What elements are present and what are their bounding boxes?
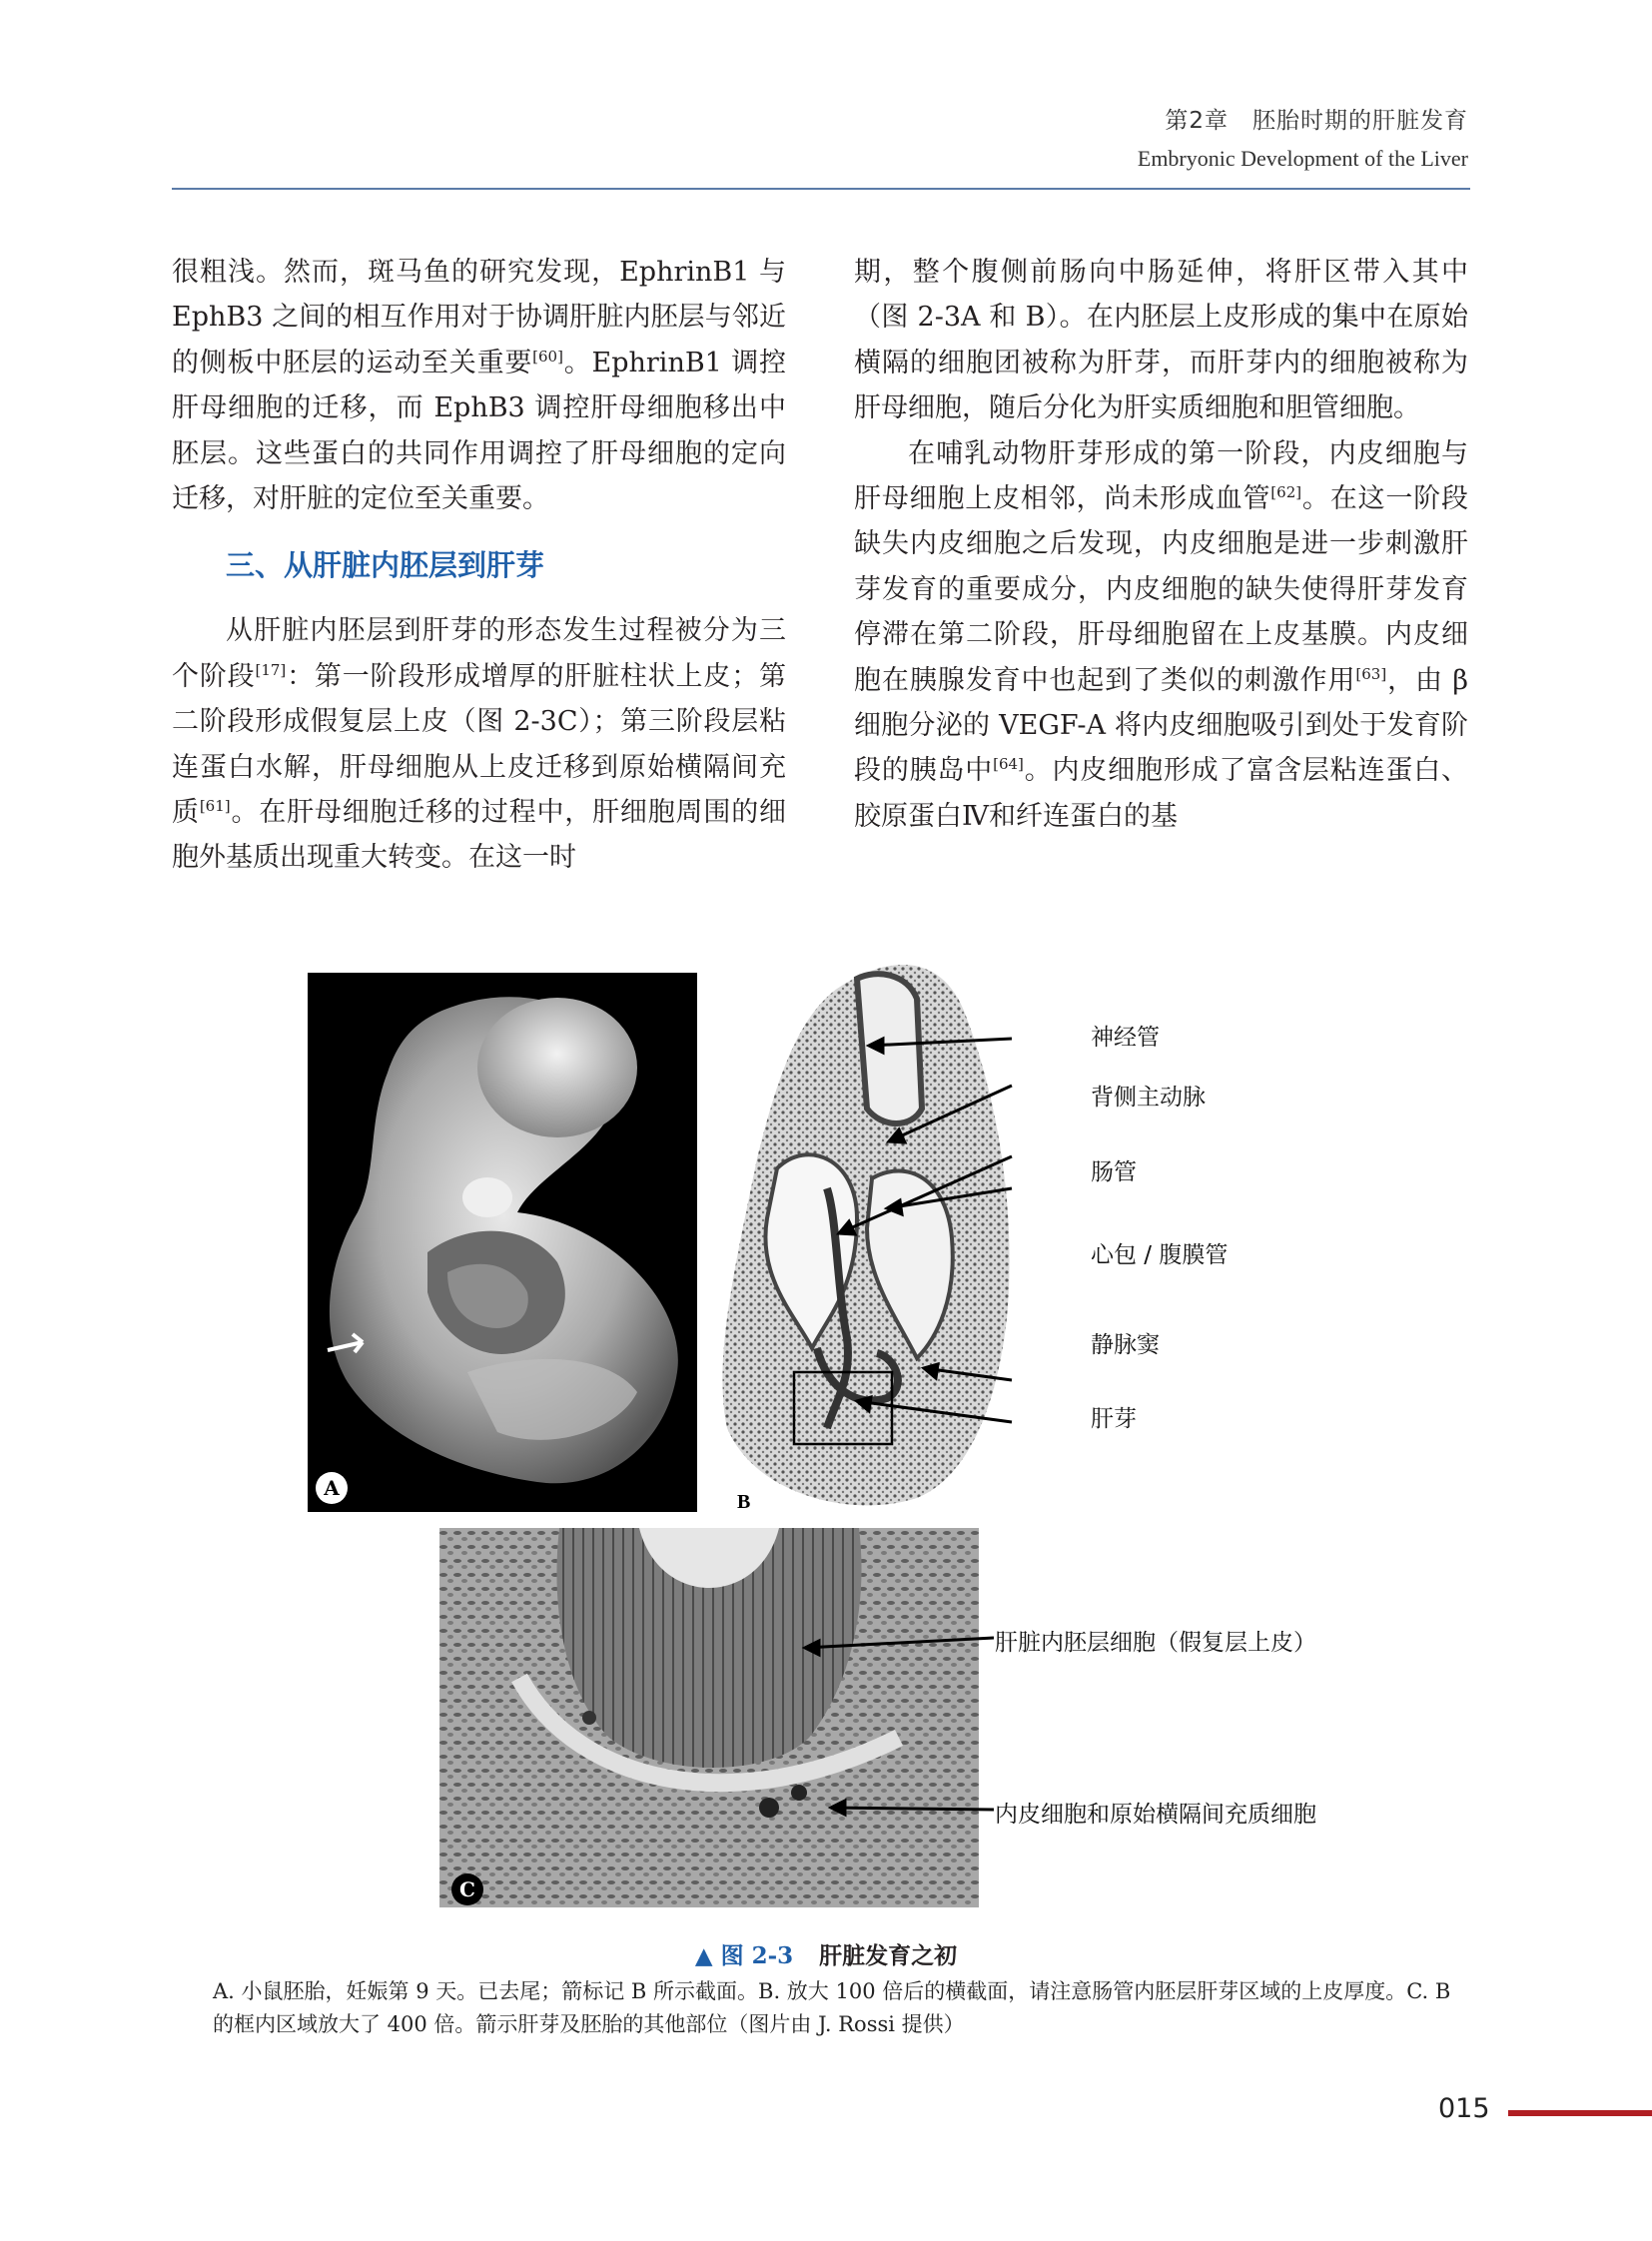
figure-panel-c (439, 1528, 1338, 1927)
chapter-title-english: Embryonic Development of the Liver (1137, 146, 1468, 171)
triangle-icon: ▲ (694, 1942, 713, 1969)
left-paragraph-2: 从肝脏内胚层到肝芽的形态发生过程被分为三个阶段[17]：第一阶段形成增厚的肝脏柱状上皮；第二阶段形成假复层上皮（图 2-3C）；第三阶段层粘连蛋白水解，肝母细胞从上皮迁移到原始横隔间充质[61]。在肝母细胞迁移的过程中，肝细胞周围的细胞外基质出现重大转变。在这一时 (172, 615, 787, 874)
left-paragraph-1: 很粗浅。然而，斑马鱼的研究发现，EphrinB1 与 EphB3 之间的相互作用对于协调肝脏内胚层与邻近的侧板中胚层的运动至关重要[60]。EphrinB1 调控肝母细胞的迁移，而 EphB3 调控肝母细胞移出中胚层。这些蛋白的共同作用调控了肝母细胞的定向迁移，对肝脏的定位至关重要。 (172, 257, 786, 515)
magnified-section-image (439, 1528, 1338, 1927)
citation-61[interactable]: [61] (199, 797, 231, 816)
label-gut-tube: 肠管 (1091, 1159, 1137, 1185)
chapter-title: 第2章 胚胎时期的肝脏发育 (1165, 108, 1468, 134)
cross-section-image (717, 959, 1336, 1518)
citation-60[interactable]: [60] (532, 347, 563, 366)
figure-panel-a (308, 973, 697, 1512)
label-hepatic-endoderm-cells: 肝脏内胚层细胞（假复层上皮） (995, 1630, 1316, 1656)
figure-caption-body: A. 小鼠胚胎，妊娠第 9 天。已去尾；箭标记 B 所示截面。B. 放大 100 倍后的横截面，请注意肠管内胚层肝芽区域的上皮厚度。C. B 的框内区域放大了 400 倍。箭示肝芽及胚胎的其他部位（图片由 J. Rossi 提供） (213, 1979, 1451, 2036)
header-rule (172, 188, 1470, 190)
citation-63[interactable]: [63] (1355, 664, 1387, 683)
label-neural-tube: 神经管 (1091, 1025, 1160, 1051)
citation-64[interactable]: [64] (993, 755, 1024, 774)
panel-a-letter-badge: A (316, 1472, 348, 1504)
figure-number: 图 2-3 (720, 1942, 794, 1969)
panel-b-letter: B (737, 1491, 751, 1513)
label-endothelial-mesenchymal-cells: 内皮细胞和原始横隔间充质细胞 (995, 1802, 1316, 1828)
page-number-bar (1508, 2110, 1652, 2116)
label-dorsal-aorta: 背侧主动脉 (1091, 1085, 1206, 1111)
citation-62[interactable]: [62] (1270, 483, 1302, 502)
page-number: 015 (1438, 2093, 1490, 2124)
running-header (1138, 104, 1468, 176)
citation-17[interactable]: [17] (255, 660, 287, 679)
figure-caption-title (0, 1937, 1652, 1970)
right-paragraph-1: 期，整个腹侧前肠向中肠延伸，将肝区带入其中（图 2-3A 和 B）。在内胚层上皮形成的集中在原始横隔的细胞团被称为肝芽，而肝芽内的细胞被称为肝母细胞，随后分化为肝实质细胞和胆管细胞。 (854, 257, 1468, 424)
label-sinus-venosus: 静脉窦 (1091, 1332, 1160, 1358)
section-title: 三、从肝脏内胚层到肝芽 (226, 548, 545, 583)
figure-panel-b (717, 959, 1336, 1518)
left-column (172, 250, 786, 881)
label-pericardioperitoneal-canal: 心包 / 腹膜管 (1091, 1242, 1229, 1268)
panel-c-letter-badge: C (451, 1873, 483, 1905)
right-paragraph-2: 在哺乳动物肝芽形成的第一阶段，内皮细胞与肝母细胞上皮相邻，尚未形成血管[62]。在这一阶段缺失内皮细胞之后发现，内皮细胞是进一步刺激肝芽发育的重要成分，内皮细胞的缺失使得肝芽发育停滞在第二阶段，肝母细胞留在上皮基膜。内皮细胞在胰腺发育中也起到了类似的刺激作用[63]，由 β 细胞分泌的 VEGF-A 将内皮细胞吸引到处于发育阶段的胰岛中[64]。内皮细胞形成了富含层粘连蛋白、胶原蛋白Ⅳ和纤连蛋白的基 (854, 437, 1469, 832)
embryo-image (308, 973, 697, 1512)
figure-title: 肝脏发育之初 (819, 1942, 958, 1969)
right-column (854, 250, 1468, 839)
label-liver-bud: 肝芽 (1091, 1406, 1137, 1432)
